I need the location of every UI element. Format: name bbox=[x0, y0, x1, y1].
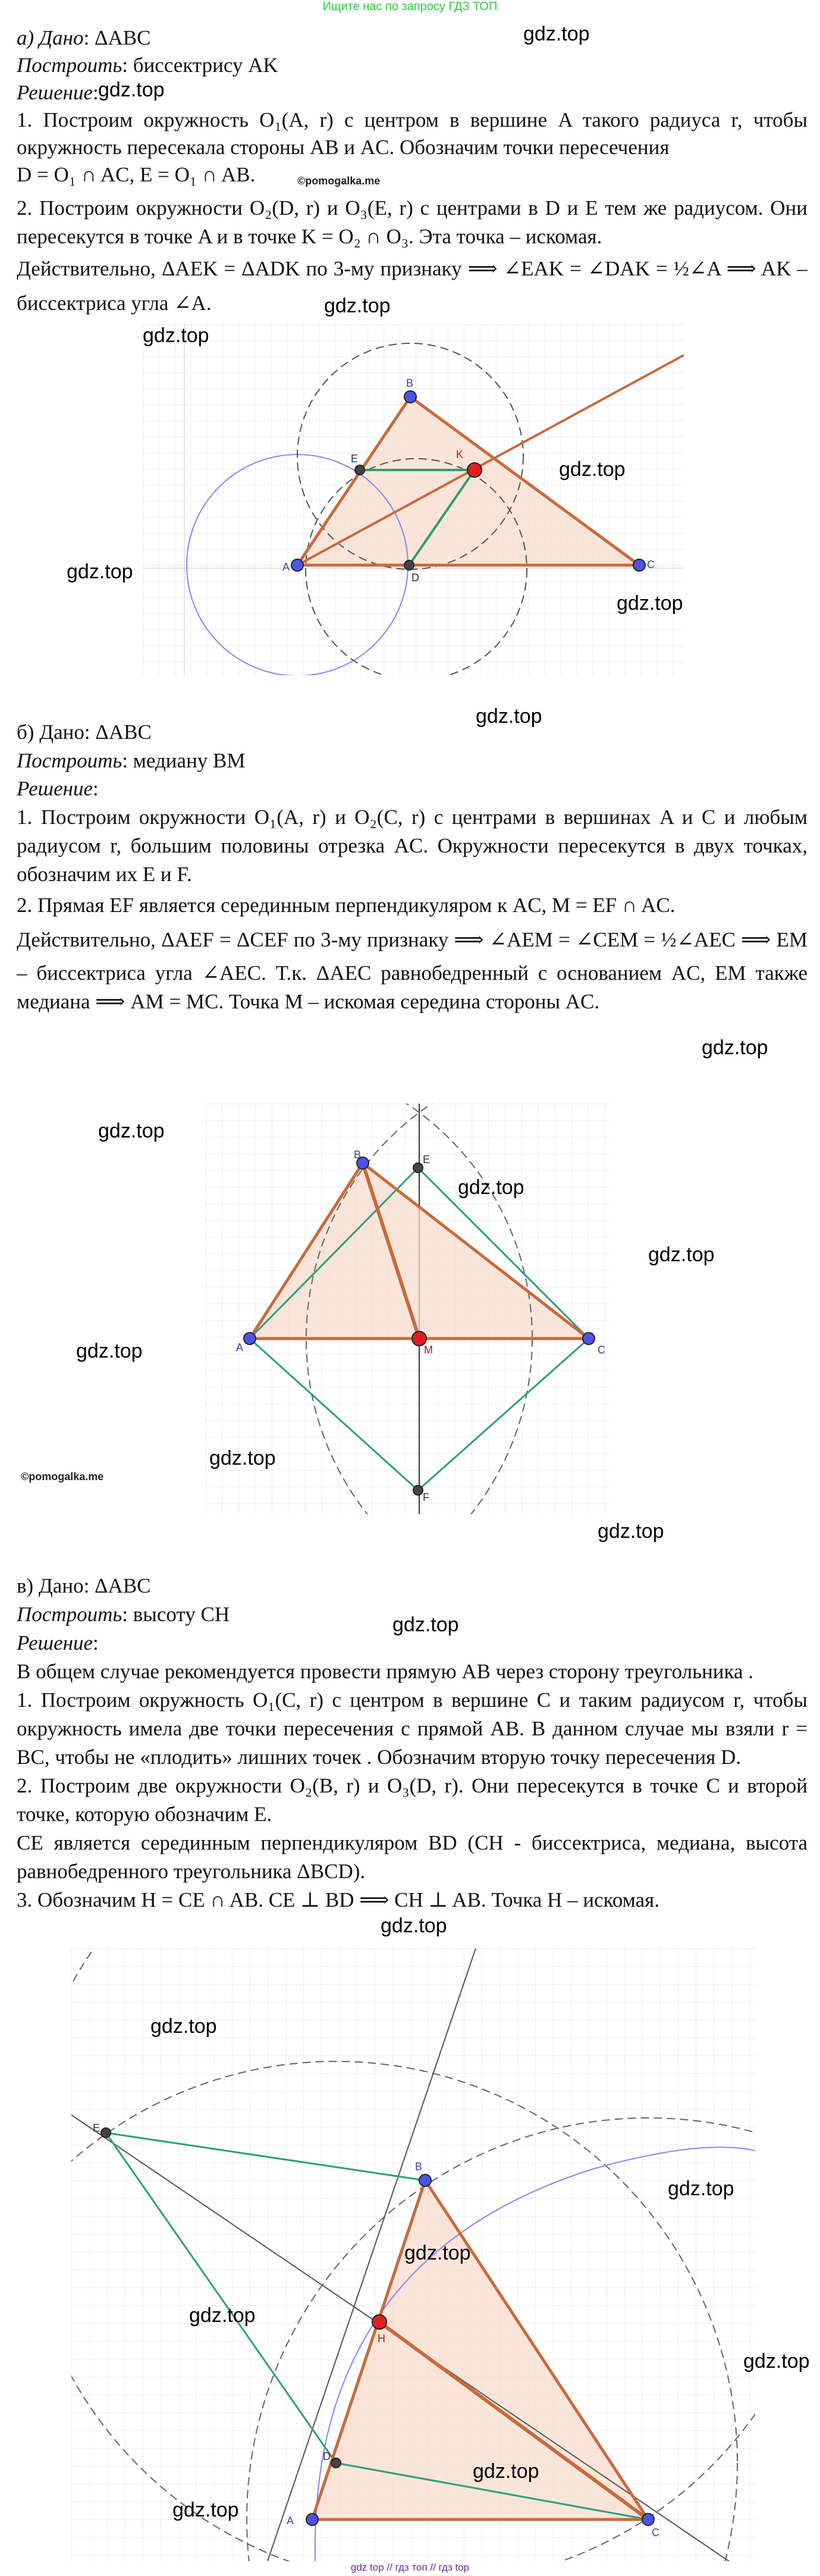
watermark: gdz.top bbox=[668, 2177, 734, 2200]
solution-label: Решение bbox=[17, 1631, 93, 1654]
watermark: gdz.top bbox=[209, 1447, 276, 1469]
point-f bbox=[413, 1486, 423, 1495]
label-f: F bbox=[423, 1491, 429, 1503]
part-a-line: 2. Построим окружности O₂(D, r) и O₃(E, r) с центрами в D и E тем же радиусом. Они bbox=[17, 196, 808, 220]
point-d bbox=[331, 2458, 341, 2468]
part-c-given bbox=[17, 1572, 808, 1600]
point-d bbox=[404, 560, 414, 570]
point-a bbox=[306, 2514, 318, 2525]
watermark: gdz.top bbox=[523, 23, 590, 45]
part-b-line: обозначим их E и F. bbox=[17, 863, 192, 886]
label-c: C bbox=[598, 1344, 605, 1356]
watermark: gdz.top bbox=[98, 79, 165, 101]
part-c-line: точке, которую обозначим E. bbox=[17, 1803, 272, 1826]
watermark: gdz.top bbox=[324, 294, 391, 317]
construct-label: Построить bbox=[17, 1603, 122, 1626]
point-e bbox=[101, 2128, 111, 2138]
point-c bbox=[642, 2514, 654, 2525]
part-c-line: 2. Построим две окружности O₂(B, r) и O₃(D, r). Они пересекутся в точке C и второй bbox=[17, 1774, 808, 1797]
label-e: E bbox=[93, 2122, 100, 2134]
watermark: gdz.top bbox=[189, 2304, 256, 2327]
point-b bbox=[419, 2174, 431, 2186]
figure-a bbox=[143, 324, 684, 675]
label-b: B bbox=[354, 1149, 362, 1161]
part-b-line: 1. Построим окружности O₁(A, r) и O₂(C, r) с центрами в вершинах A и C и любым bbox=[17, 806, 808, 829]
watermark: gdz.top bbox=[648, 1243, 715, 1266]
part-c-line: 3. Обозначим H = CE ∩ AB. CE ⊥ BD ⟹ CH ⊥ AB. Точка H – искомая. bbox=[17, 1888, 659, 1911]
label-e: E bbox=[351, 453, 359, 465]
given-value: : ΔABC bbox=[83, 1574, 151, 1597]
part-c-line: CE является серединным перпендикуляром BD (CH - биссектриса, медиана, высота bbox=[17, 1831, 808, 1854]
footer-link[interactable]: gdz top // гдз топ // гдз top bbox=[350, 2562, 470, 2573]
solution-colon: : bbox=[93, 777, 99, 800]
pomogalka-mark: ©pomogalka.me bbox=[297, 175, 381, 187]
point-c bbox=[633, 559, 645, 571]
construct-value: : биссектрису AK bbox=[122, 54, 278, 77]
label-m: M bbox=[424, 1344, 433, 1356]
part-a-construct bbox=[17, 51, 808, 80]
label-a: A bbox=[282, 561, 290, 573]
label-e: E bbox=[423, 1154, 431, 1165]
part-b-line: медиана ⟹ AM = MC. Точка M – искомая середина стороны AC. bbox=[17, 990, 600, 1013]
watermark: gdz.top bbox=[98, 1120, 165, 1142]
part-b-construct bbox=[17, 747, 808, 775]
watermark: gdz.top bbox=[150, 2015, 217, 2038]
watermark: gdz.top bbox=[743, 2350, 810, 2373]
label-a: A bbox=[287, 2515, 294, 2527]
point-e bbox=[355, 465, 365, 475]
label-d: D bbox=[411, 572, 419, 584]
point-c bbox=[583, 1333, 595, 1345]
watermark: gdz.top bbox=[702, 1036, 768, 1059]
label-h: H bbox=[378, 2333, 385, 2345]
part-a-line: окружность пересекала стороны AB и AC. Обозначим точки пересечения bbox=[17, 136, 670, 159]
label-d: D bbox=[323, 2450, 331, 2462]
part-b-line: радиусом r, большим половины отрезка AC. Окружности пересекутся в двух точках, bbox=[17, 834, 808, 857]
part-c-line: 1. Построим окружность O₁(C, r) с центром в вершине C и таким радиусом r, чтобы bbox=[17, 1688, 808, 1712]
point-b bbox=[404, 391, 416, 403]
watermark: gdz.top bbox=[476, 705, 542, 728]
construct-label: Построить bbox=[17, 749, 122, 772]
watermark: gdz.top bbox=[617, 592, 683, 615]
given-value: : ΔABC bbox=[83, 26, 151, 49]
point-a bbox=[244, 1333, 256, 1345]
label-b: B bbox=[406, 377, 414, 389]
pomogalka-mark: ©pomogalka.me bbox=[21, 1471, 104, 1483]
solution-label: Решение bbox=[17, 777, 93, 800]
part-a-line: Действительно, ΔAEK = ΔADK по 3-му признаку ⟹ ∠EAK = ∠DAK = ½∠A ⟹ AK – bbox=[17, 257, 808, 280]
part-a-line: пересекутся в точке A и в точке K = O₂ ∩ O₃. Эта точка – искомая. bbox=[17, 225, 602, 248]
watermark: gdz.top bbox=[76, 1340, 143, 1362]
watermark: gdz.top bbox=[559, 458, 626, 481]
part-c-line: BC, чтобы не «плодить» лишних точек . Обозначим вторую точку пересечения D. bbox=[17, 1745, 742, 1769]
point-a bbox=[291, 559, 303, 571]
watermark: gdz.top bbox=[381, 1914, 447, 1937]
construct-value: : медиану BM bbox=[122, 749, 246, 772]
part-a-line: D = O₁ ∩ AC, E = O₁ ∩ AB. bbox=[17, 163, 256, 186]
watermark: gdz.top bbox=[392, 1613, 459, 1636]
watermark: gdz.top bbox=[172, 2499, 239, 2521]
watermark: gdz.top bbox=[143, 324, 209, 347]
solution-colon: : bbox=[93, 81, 99, 104]
label-a: A bbox=[236, 1342, 244, 1353]
label-c: C bbox=[652, 2527, 659, 2539]
watermark: gdz.top bbox=[473, 2460, 539, 2483]
part-c-line: В общем случае рекомендуется провести прямую AB через сторону треугольника . bbox=[17, 1660, 754, 1683]
given-value: : ΔABC bbox=[84, 720, 152, 744]
construct-value: : высоту CH bbox=[122, 1603, 230, 1626]
part-b-line: – биссектриса угла ∠AEC. Т.к. ΔAEC равнобедренный с основанием AC, EM также bbox=[17, 961, 808, 985]
label-c: C bbox=[647, 559, 655, 571]
watermark: gdz.top bbox=[458, 1176, 524, 1199]
point-k bbox=[467, 463, 482, 477]
label-b: B bbox=[415, 2161, 423, 2173]
part-c-line: равнобедренного треугольника ΔBCD). bbox=[17, 1860, 366, 1883]
part-b-line: 2. Прямая EF является серединным перпендикуляром к AC, M = EF ∩ AC. bbox=[17, 894, 676, 917]
given-label: б) Дано bbox=[17, 720, 84, 744]
solution-colon: : bbox=[93, 1631, 99, 1654]
part-c-line: окружность имела две точки пересечения с прямой AB. В данном случае мы взяли r = bbox=[17, 1717, 808, 1740]
part-a-line: 1. Построим окружность O₁(A, r) с центром в вершине A такого радиуса r, чтобы bbox=[17, 108, 808, 131]
given-label: а) Дано bbox=[17, 26, 84, 49]
part-a-given bbox=[17, 24, 808, 52]
part-a-line: биссектриса угла ∠A. bbox=[17, 292, 212, 315]
watermark: gdz.top bbox=[67, 560, 133, 583]
part-b-solution bbox=[17, 775, 808, 803]
given-label: в) Дано bbox=[17, 1574, 84, 1597]
watermark: gdz.top bbox=[598, 1520, 664, 1543]
point-e bbox=[413, 1163, 423, 1173]
point-h bbox=[372, 2315, 387, 2329]
header-link[interactable]: Ищите нас по запросу ГДЗ ТОП bbox=[322, 0, 498, 13]
watermark: gdz.top bbox=[404, 2242, 471, 2264]
part-b-given bbox=[17, 718, 808, 747]
construct-label: Построить bbox=[17, 54, 122, 77]
part-b-line: Действительно, ΔAEF = ΔCEF по 3-му признаку ⟹ ∠AEM = ∠CEM = ½∠AEC ⟹ EM bbox=[17, 928, 808, 951]
solution-label: Решение bbox=[17, 81, 93, 104]
label-k: K bbox=[456, 449, 464, 460]
